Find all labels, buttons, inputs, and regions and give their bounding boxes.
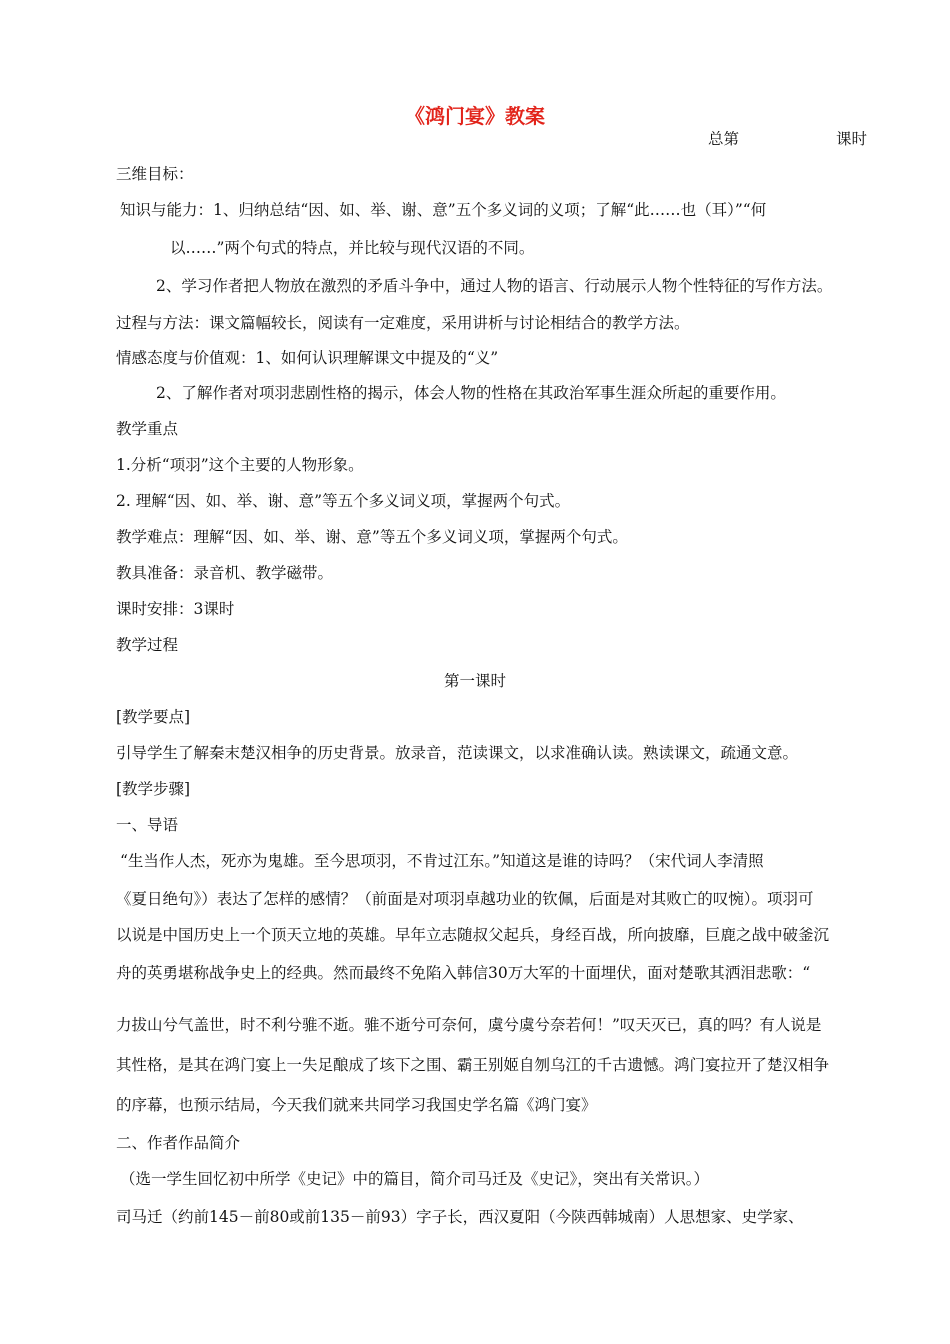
- text-line: 《夏日绝句》）表达了怎样的感情？（前面是对项羽卓越功业的钦佩，后面是对其败亡的叹惋）。项羽可: [116, 890, 814, 908]
- document-title: 《鸿门宴》教案: [405, 104, 545, 128]
- lesson-heading: 第一课时: [443, 672, 506, 690]
- text-line: 教学难点：理解“因、如、举、谢、意”等五个多义词义项，掌握两个句式。: [116, 528, 628, 546]
- section-heading: [教学要点]: [116, 708, 191, 726]
- lesson-unit-label: 课时: [836, 130, 868, 148]
- text-line: 情感态度与价值观：1、如何认识理解课文中提及的“义”: [116, 349, 499, 367]
- text-line: 引导学生了解秦末楚汉相争的历史背景。放录音，范读课文，以求准确认读。熟读课文，疏通文意。: [116, 744, 799, 762]
- text-line: 舟的英勇堪称战争史上的经典。然而最终不免陷入韩信30万大军的十面埋伏，面对楚歌其洒泪悲歌：“: [116, 964, 811, 982]
- text-line: 课时安排：3课时: [116, 600, 235, 618]
- text-line: 知识与能力：1、归纳总结“因、如、举、谢、意”五个多义词的义项；了解“此……也（耳）”“何: [120, 201, 767, 219]
- text-line: 1.分析“项羽”这个主要的人物形象。: [116, 456, 364, 474]
- text-line: 司马迁（约前145－前80或前135－前93）字子长，西汉夏阳（今陕西韩城南）人思想家、史学家、: [116, 1208, 804, 1226]
- section-heading: 教学重点: [116, 420, 179, 438]
- text-line: 力拔山兮气盖世，时不利兮骓不逝。骓不逝兮可奈何，虞兮虞兮奈若何！”叹天灭已，真的吗？有人说是: [116, 1016, 822, 1034]
- text-line: （选一学生回忆初中所学《史记》中的篇目，简介司马迁及《史记》，突出有关常识。）: [120, 1170, 710, 1188]
- text-line: 2、了解作者对项羽悲剧性格的揭示，体会人物的性格在其政治军事生涯众所起的重要作用。: [156, 384, 786, 402]
- text-line: 2、学习作者把人物放在激烈的矛盾斗争中，通过人物的语言、行动展示人物个性特征的写作方法。: [156, 277, 833, 295]
- text-line: 以说是中国历史上一个顶天立地的英雄。早年立志随叔父起兵，身经百战，所向披靡，巨鹿之战中破釜沉: [116, 926, 830, 944]
- section-heading: 一、导语: [116, 816, 179, 834]
- text-line: 其性格，是其在鸿门宴上一失足酿成了垓下之围、霸王别姬自刎乌江的千古遗憾。鸿门宴拉开了楚汉相争: [116, 1056, 830, 1074]
- section-heading: 三维目标：: [116, 165, 194, 183]
- section-heading: [教学步骤]: [116, 780, 191, 798]
- text-line: 教具准备：录音机、教学磁带。: [116, 564, 334, 582]
- text-line: 的序幕，也预示结局，今天我们就来共同学习我国史学名篇《鸿门宴》: [116, 1096, 597, 1114]
- lesson-total-label: 总第: [708, 130, 740, 148]
- text-line: “生当作人杰，死亦为鬼雄。至今思项羽，不肯过江东。”知道这是谁的诗吗？（宋代词人李清照: [120, 852, 764, 870]
- section-heading: 二、作者作品简介: [116, 1134, 241, 1152]
- section-heading: 教学过程: [116, 636, 179, 654]
- text-line: 以……”两个句式的特点，并比较与现代汉语的不同。: [170, 239, 535, 257]
- text-line: 2. 理解“因、如、举、谢、意”等五个多义词义项，掌握两个句式。: [116, 492, 571, 510]
- text-line: 过程与方法：课文篇幅较长，阅读有一定难度，采用讲析与讨论相结合的教学方法。: [116, 314, 690, 332]
